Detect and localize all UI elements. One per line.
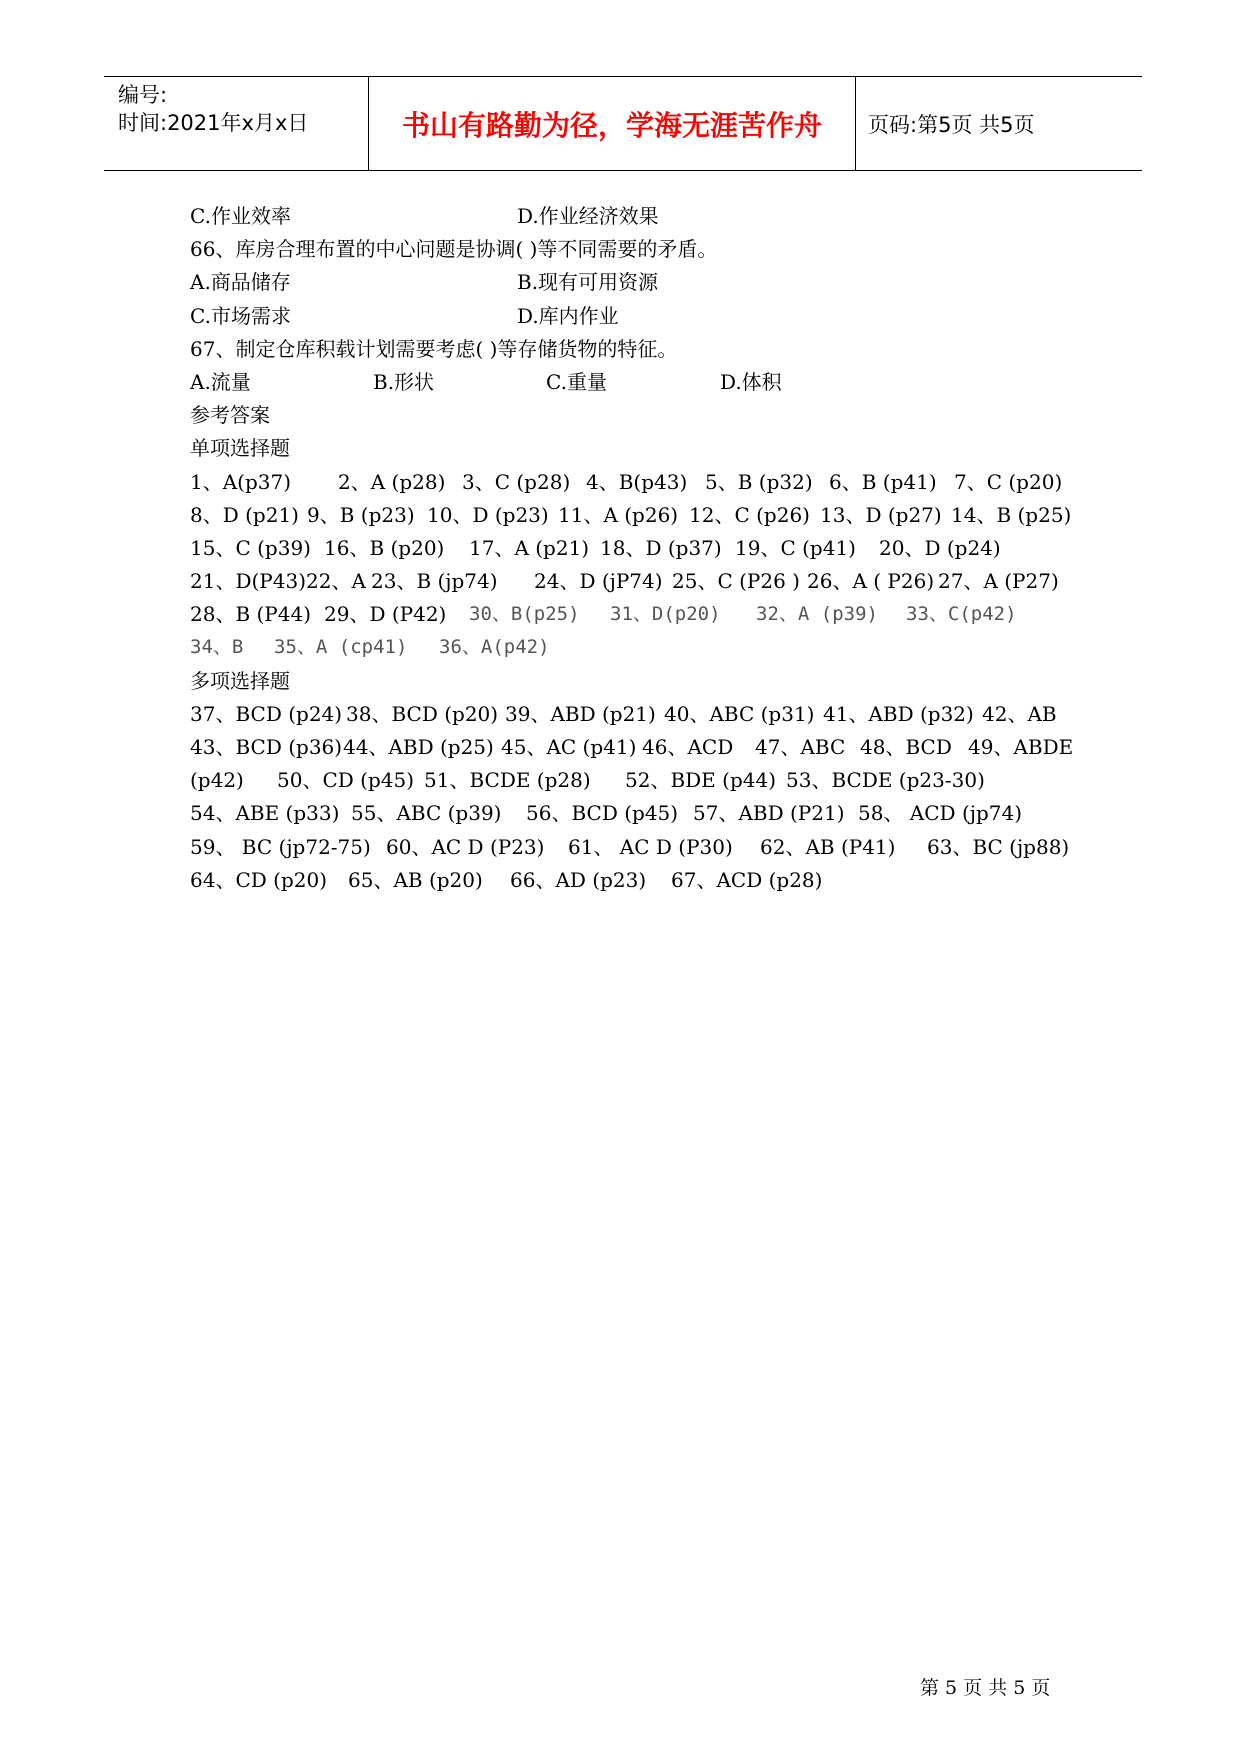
answer-line [190, 797, 1070, 830]
multiple-choice-title: 多项选择题 [190, 668, 290, 693]
answer-item: 54、ABE (p33) [190, 801, 340, 826]
answer-item: 31、D(p20) [610, 603, 721, 626]
answer-item: 63、BC (jp88) [927, 834, 1070, 859]
answer-line [190, 631, 1070, 664]
answer-item: 48、BCD [860, 735, 952, 759]
answer-item: 59、 BC (jp72-75) [190, 834, 371, 859]
answer-item: 3、C (p28) [462, 469, 571, 494]
option-c: C.市场需求 [190, 303, 291, 328]
answer-item: 58、 ACD (jp74) [858, 801, 1023, 826]
answer-item: 46、ACD [642, 735, 734, 759]
answer-item: 18、D (p37) [600, 535, 722, 560]
answer-item: 39、ABD (p21) [505, 701, 656, 726]
answer-line [190, 466, 1070, 499]
answer-line [190, 731, 1074, 764]
answer-item: 29、D (P42) [324, 602, 447, 627]
answer-line [190, 532, 1070, 565]
answer-item: 32、A (p39) [756, 603, 878, 626]
answer-item: 57、ABD (P21) [693, 801, 845, 826]
answer-item: 34、B [190, 636, 244, 659]
answer-item: 23、B (jp74) [371, 569, 498, 594]
question-options-row [190, 300, 1070, 333]
answer-item: 62、AB (P41) [760, 834, 896, 859]
answer-item: 4、B(p43) [586, 469, 688, 494]
answer-item: 41、ABD (p32) [823, 701, 974, 726]
answer-line [190, 499, 1070, 532]
answer-item: 47、ABC [755, 735, 846, 759]
answer-item: 38、BCD (p20) [346, 701, 499, 726]
answer-item: 44、ABD (p25) [343, 735, 494, 759]
header-motto: 书山有路勤为径，学海无涯苦作舟 [401, 109, 822, 142]
answer-line [190, 831, 1070, 864]
answer-item: 1、A(p37) [190, 469, 292, 494]
answer-item: 35、A (cp41) [274, 636, 408, 659]
answer-item: 21、D(P43)22、A [190, 569, 366, 594]
answer-item: 25、C (P26 ) [672, 569, 800, 594]
answers-title: 参考答案 [190, 403, 270, 428]
answer-line [190, 598, 1070, 631]
answer-item: 16、B (p20) [324, 535, 445, 560]
option-d: D.库内作业 [517, 303, 619, 328]
page-footer: 第 5 页 共 5 页 [920, 1677, 1051, 1699]
option-d: D.作业经济效果 [517, 204, 659, 228]
answer-item: 13、D (p27) [820, 502, 942, 527]
answer-line [190, 864, 1070, 897]
single-choice-title: 单项选择题 [190, 436, 290, 461]
header-left-cell [104, 77, 367, 170]
answer-item: 49、ABDE [968, 735, 1074, 759]
question-stem [190, 233, 1070, 266]
answer-item: 56、BCD (p45) [526, 801, 679, 826]
answer-item: 17、A (p21) [469, 535, 590, 560]
answer-item: 11、A (p26) [558, 502, 679, 527]
option-d: D.体积 [720, 369, 782, 394]
question-options-row [190, 366, 1070, 399]
answer-item: 19、C (p41) [735, 535, 856, 560]
answer-line [190, 698, 1070, 731]
answer-item: 20、D (p24) [879, 535, 1001, 560]
answer-item: 64、CD (p20) [190, 867, 328, 892]
answer-item: 55、ABC (p39) [351, 801, 502, 826]
answer-item: 50、CD (p45) [277, 768, 415, 793]
section-heading-row [190, 432, 1070, 465]
answer-item: 28、B (P44) [190, 602, 312, 627]
answer-item: 51、BCDE (p28) [424, 768, 591, 793]
option-b: B.现有可用资源 [517, 270, 659, 295]
answer-item: 7、C (p20) [954, 469, 1063, 494]
section-heading-row [190, 665, 1070, 698]
answer-item: 15、C (p39) [190, 535, 311, 560]
answer-item: 45、AC (p41) [501, 735, 637, 759]
answer-item: 6、B (p41) [829, 469, 937, 494]
answer-item: 53、BCDE (p23-30) [786, 768, 985, 793]
answer-item: 12、C (p26) [689, 502, 810, 527]
question-stem [190, 333, 1070, 366]
document-body [190, 200, 1074, 897]
answer-item: 37、BCD (p24) [190, 701, 343, 726]
answer-item: 14、B (p25) [951, 502, 1072, 527]
header-page-info: 页码:第5页 共5页 [868, 113, 1035, 137]
question-66-stem: 66、库房合理布置的中心问题是协调( )等不同需要的矛盾。 [190, 237, 718, 262]
header-right-cell [856, 77, 1142, 170]
question-67-stem: 67、制定仓库积载计划需要考虑( )等存储货物的特征。 [190, 336, 678, 361]
answer-item: 2、A (p28) [338, 469, 446, 494]
answer-item: 61、 AC D (P30) [568, 834, 733, 859]
option-a: A.流量 [190, 369, 251, 394]
answer-item: 36、A(p42) [439, 636, 550, 659]
answer-item: 60、AC D (P23) [386, 834, 545, 859]
question-options-row [190, 200, 1070, 233]
answer-item: 8、D (p21) [190, 502, 299, 527]
answer-item: 67、ACD (p28) [671, 867, 823, 892]
answer-line [190, 565, 1070, 598]
header-middle-cell [368, 77, 856, 170]
answer-item: 24、D (jP74) [534, 569, 663, 594]
answer-item: 65、AB (p20) [348, 867, 483, 892]
answer-item: 10、D (p23) [427, 502, 549, 527]
document-number-label: 编号: [118, 83, 168, 107]
option-c: C.作业效率 [190, 204, 291, 228]
question-options-row [190, 266, 1070, 299]
option-b: B.形状 [373, 369, 435, 394]
answer-item: 5、B (p32) [705, 469, 813, 494]
page-header [104, 76, 1142, 171]
answer-item: 40、ABC (p31) [664, 701, 815, 726]
document-time-label: 时间:2021年x月x日 [118, 111, 309, 135]
answer-item: (p42) [190, 768, 244, 793]
answer-item: 42、AB [982, 701, 1057, 726]
answers-heading-row [190, 399, 1070, 432]
answer-item: 43、BCD (p36) [190, 735, 343, 759]
answer-item: 27、A (P27) [938, 569, 1059, 594]
answer-line [190, 764, 1070, 797]
answer-item: 66、AD (p23) [510, 867, 647, 892]
answer-item: 30、B(p25) [469, 603, 580, 626]
answer-item: 33、C(p42) [906, 603, 1017, 626]
option-a: A.商品储存 [190, 270, 291, 295]
answer-item: 52、BDE (p44) [625, 768, 776, 793]
answer-item: 26、A ( P26) [807, 569, 935, 594]
option-c: C.重量 [546, 369, 607, 394]
answer-item: 9、B (p23) [307, 502, 415, 527]
